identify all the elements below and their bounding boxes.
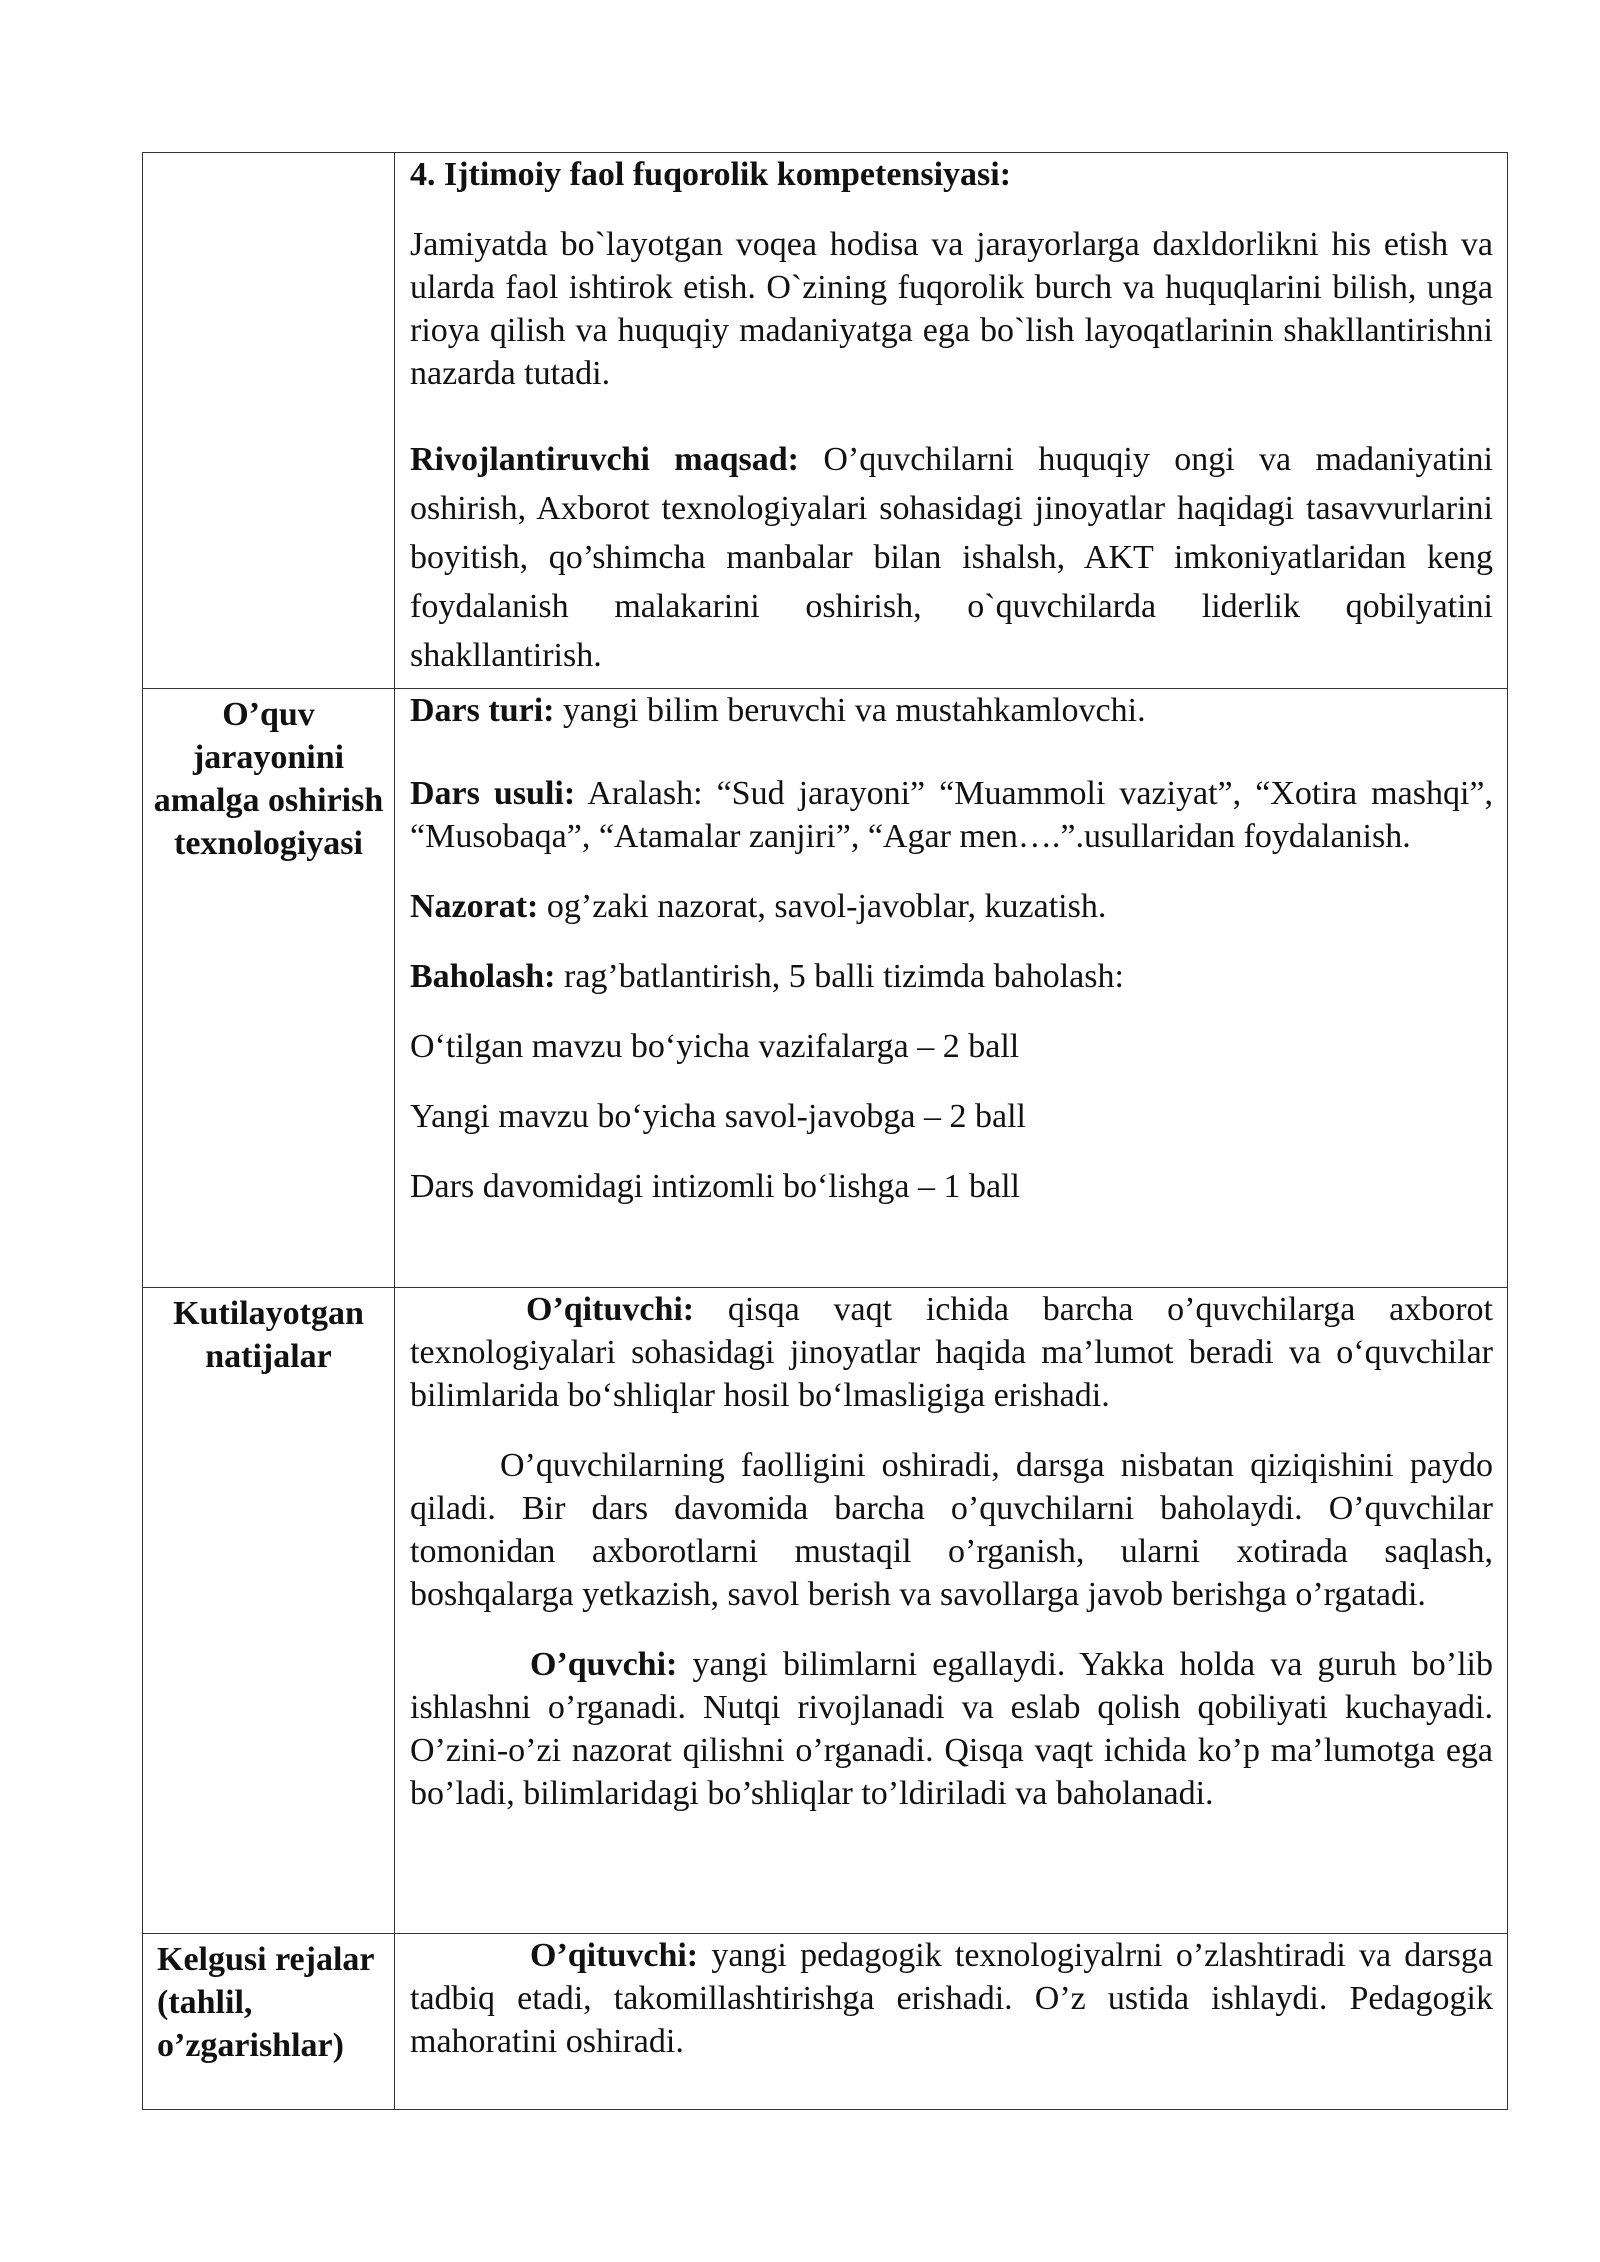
field-label: Dars usuli: xyxy=(410,775,576,812)
row-label xyxy=(143,153,395,689)
row-content xyxy=(395,1934,1508,2110)
row-label: O’quv jarayonini amalga oshirish texnologiyasi xyxy=(143,689,395,1288)
field-label: Baholash: xyxy=(410,958,556,995)
paragraph xyxy=(410,1643,1493,1815)
field-text: qisqa vaqt ichida barcha o’quvchilarga axborot texnologiyalari sohasidagi jinoyatlar haqida ma’lumot beradi va o‘quvchilar bilimlarida bo‘shliqlar hosil bo‘lmasligiga erishadi. xyxy=(410,1291,1493,1414)
paragraph xyxy=(410,885,1493,928)
paragraph xyxy=(410,689,1493,732)
row-content xyxy=(395,689,1508,1288)
score-item: Yangi mavzu bo‘yicha savol-javobga – 2 ball xyxy=(410,1098,1026,1135)
row-content xyxy=(395,153,1508,689)
table-row xyxy=(143,1288,1508,1934)
paragraph xyxy=(410,1934,1493,2063)
lesson-plan-table xyxy=(142,152,1508,2110)
field-text: yangi bilimlarni egallaydi. Yakka holda va guruh bo’lib ishlashni o’rganadi. Nutqi rivojlanadi va eslab qolish qobiliyati kuchayadi. O’zini-o’zi nazorat qilishni o’rganadi. Qisqa vaqt ichida ko’p ma’lumotga ega bo’ladi, bilimlaridagi bo’shliqlar to’ldiriladi va baholanadi. xyxy=(410,1646,1493,1812)
score-item: Dars davomidagi intizomli bo‘lishga – 1 ball xyxy=(410,1168,1021,1205)
paragraph: O’quvchilarning faolligini oshiradi, darsga nisbatan qiziqishini paydo qiladi. Bir dars davomida barcha o’quvchilarni baholaydi. O’quvchilar tomonidan axborotlarni mustaqil o’rganish, ularni xotirada saqlash, boshqalarga yetkazish, savol berish va savollarga javob berishga o’rgatadi. xyxy=(410,1447,1493,1613)
field-text: rag’batlantirish, 5 balli tizimda baholash: xyxy=(555,958,1124,995)
row-label: Kutilayotgan natijalar xyxy=(143,1288,395,1934)
paragraph: Jamiyatda bo`layotgan voqea hodisa va jarayorlarga daxldorlikni his etish va ularda faol ishtirok etish. O`zining fuqorolik burch va huquqlarini bilish, unga rioya qilish va huquqiy madaniyatga ega bo`lish layoqatlarinin shakllantirishni nazarda tutadi. xyxy=(410,226,1493,392)
field-text: yangi bilim beruvchi va mustahkamlovchi. xyxy=(554,692,1146,729)
paragraph xyxy=(410,955,1493,998)
field-label: O’qituvchi: xyxy=(526,1291,695,1328)
field-text: O’quvchilarni huquqiy ongi va madaniyatini oshirish, Axborot texnologiyalari sohasidagi jinoyatlar haqidagi tasavvurlarini boyitish, qo’shimcha manbalar bilan ishalsh, AKT imkoniyatlaridan keng foydalanish malakarini oshirish, o`quvchilarda liderlik qobilyatini shakllantirish. xyxy=(410,441,1493,674)
score-item: O‘tilgan mavzu bo‘yicha vazifalarga – 2 ball xyxy=(410,1028,1020,1065)
field-label: Dars turi: xyxy=(410,692,555,729)
field-text: yangi pedagogik texnologiyalrni o’zlashtiradi va darsga tadbiq etadi, takomillashtirishga erishadi. O’z ustida ishlaydi. Pedagogik mahoratini oshiradi. xyxy=(410,1937,1493,2060)
row-content xyxy=(395,1288,1508,1934)
field-label: Nazorat: xyxy=(410,888,539,925)
field-text: Aralash: “Sud jarayoni” “Muammoli vaziyat”, “Xotira mashqi”, “Musobaqa”, “Atamalar zanjiri”, “Agar men….”.usullaridan foydalanish. xyxy=(410,775,1493,855)
table-row xyxy=(143,689,1508,1288)
table-row xyxy=(143,1934,1508,2110)
field-text: og’zaki nazorat, savol-javoblar, kuzatish. xyxy=(538,888,1107,925)
paragraph xyxy=(410,772,1493,858)
table-row xyxy=(143,153,1508,689)
field-label: Rivojlantiruvchi maqsad: xyxy=(410,441,799,478)
section-heading: 4. Ijtimoiy faol fuqorolik kompetensiyasi: xyxy=(410,156,1012,193)
row-label: Kelgusi rejalar (tahlil, o’zgarishlar) xyxy=(143,1934,395,2110)
field-label: O’qituvchi: xyxy=(530,1937,699,1974)
field-label: O’quvchi: xyxy=(530,1646,678,1683)
paragraph xyxy=(410,1288,1493,1417)
paragraph xyxy=(410,435,1493,680)
